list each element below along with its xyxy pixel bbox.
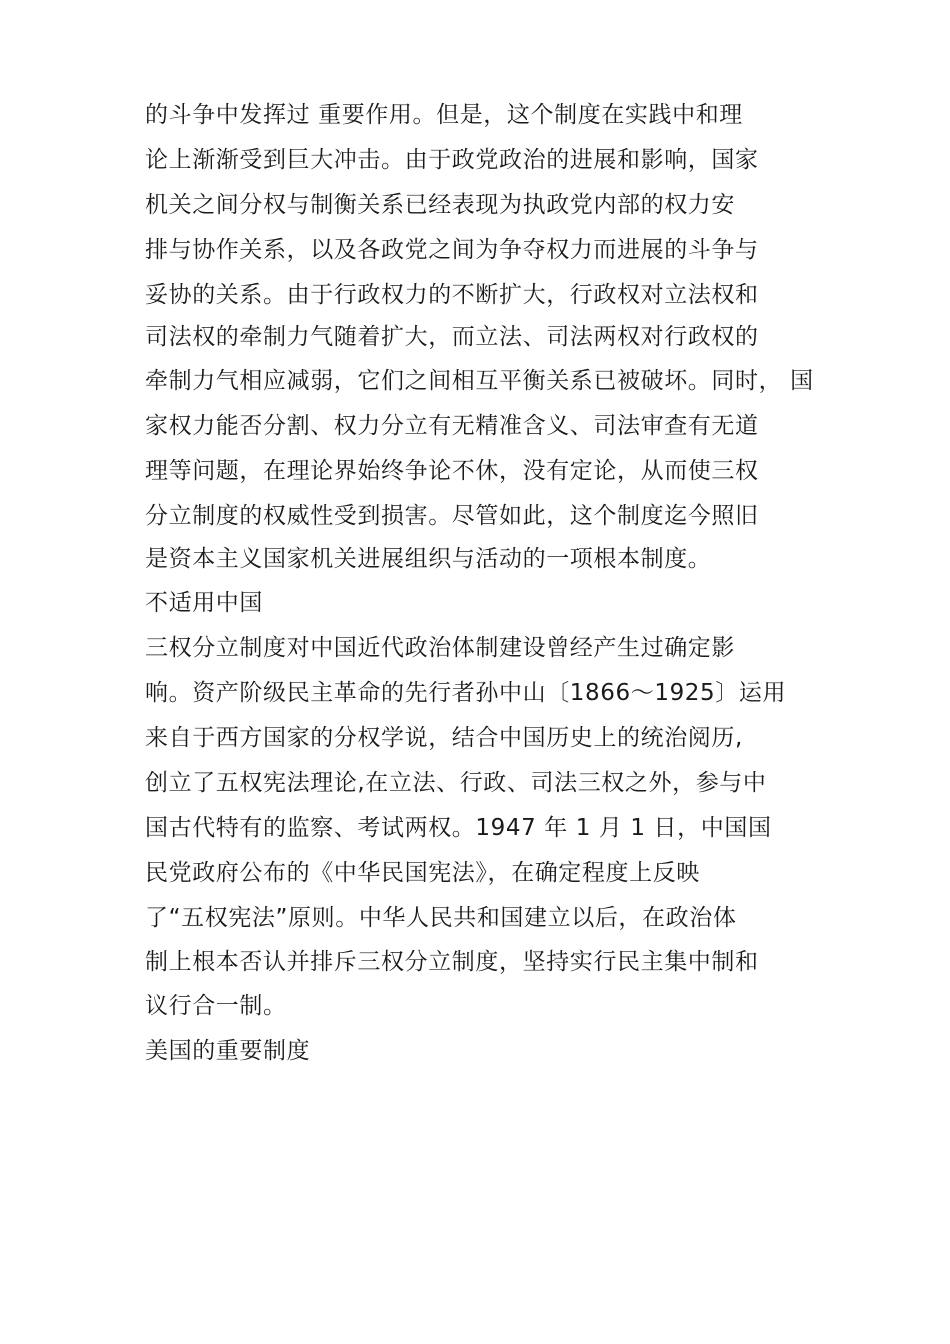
paragraph-2-line-6: 民党政府公布的《中华民国宪法》，在确定程度上反映 (145, 860, 700, 886)
paragraph-1-line-10: 分立制度的权威性受到损害。尽管如此，这个制度迄今照旧 (145, 503, 759, 529)
paragraph-1-line-8: 家权力能否分割、权力分立有无精准含义、司法审查有无道 (145, 413, 759, 439)
paragraph-2-line-7: 了“五权宪法”原则。中华人民共和国建立以后，在政治体 (145, 905, 737, 931)
paragraph-1-line-5: 妥协的关系。由于行政权力的不断扩大，行政权对立法权和 (145, 282, 759, 308)
paragraph-1-line-11: 是资本主义国家机关进展组织与活动的一项根本制度。 (145, 546, 712, 572)
paragraph-2-line-4: 创立了五权宪法理论,在立法、行政、司法三权之外，参与中 (145, 770, 767, 796)
paragraph-2-line-9: 议行合一制。 (145, 993, 287, 1019)
paragraph-2-line-3: 来自于西方国家的分权学说，结合中国历史上的统治阅历, (145, 725, 743, 751)
paragraph-2-line-2: 响。资产阶级民主革命的先行者孙中山〔1866～1925〕运用 (145, 680, 787, 706)
section-heading-not-applicable-to-china: 不适用中国 (145, 590, 263, 616)
paragraph-2-line-5: 国古代特有的监察、考试两权。1947 年 1 月 1 日，中国国 (145, 815, 772, 841)
paragraph-1-line-7: 牵制力气相应减弱，它们之间相互平衡关系已被破坏。同时， 国 (145, 368, 814, 394)
paragraph-1-line-9: 理等问题，在理论界始终争论不休，没有定论，从而使三权 (145, 458, 759, 484)
paragraph-1-line-1: 的斗争中发挥过 重要作用。但是，这个制度在实践中和理 (145, 102, 743, 128)
paragraph-1-line-4: 排与协作关系，以及各政党之间为争夺权力而进展的斗争与 (145, 237, 759, 263)
paragraph-1-line-6: 司法权的牵制力气随着扩大，而立法、司法两权对行政权的 (145, 324, 759, 350)
section-heading-us-important-system: 美国的重要制度 (145, 1038, 311, 1064)
paragraph-1-line-3: 机关之间分权与制衡关系已经表现为执政党内部的权力安 (145, 192, 735, 218)
paragraph-2-line-8: 制上根本否认并排斥三权分立制度，坚持实行民主集中制和 (145, 949, 759, 975)
paragraph-1-line-2: 论上渐渐受到巨大冲击。由于政党政治的进展和影响，国家 (145, 147, 759, 173)
paragraph-2-line-1: 三权分立制度对中国近代政治体制建设曾经产生过确定影 (145, 635, 735, 661)
